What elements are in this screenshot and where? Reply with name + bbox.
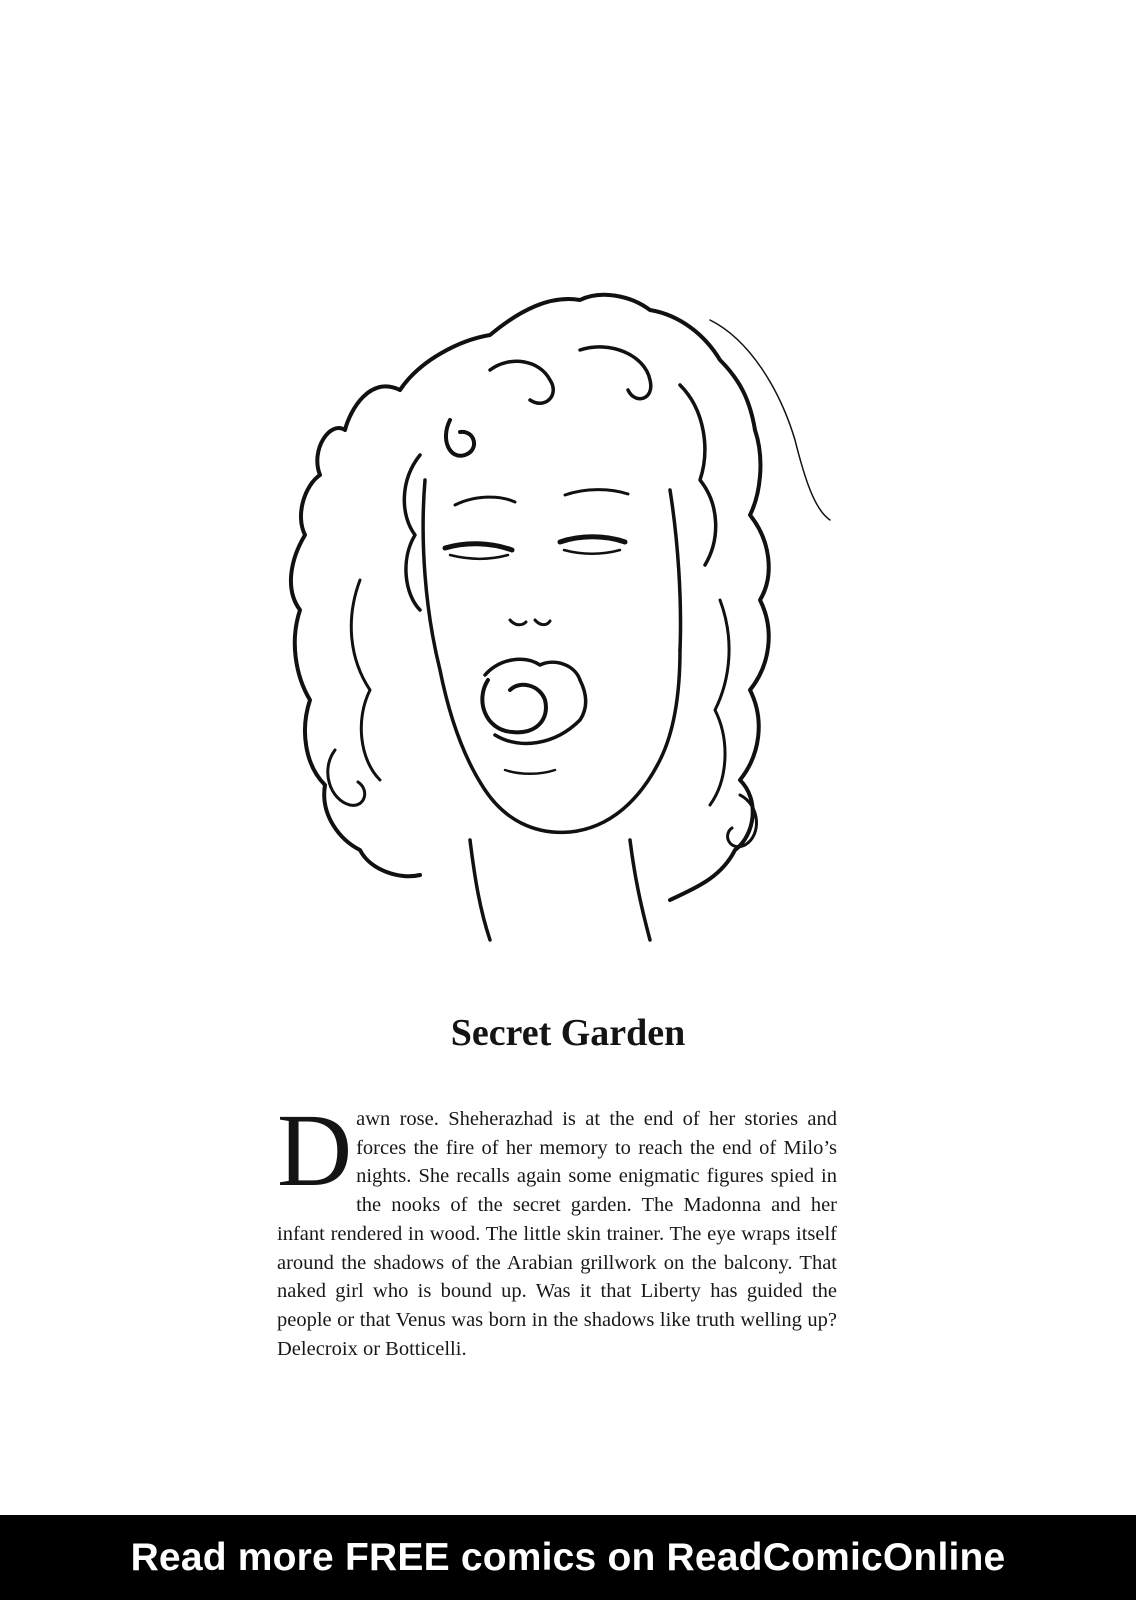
- hair-curl-5: [680, 385, 716, 565]
- left-eye: [445, 544, 512, 550]
- footer-banner-text[interactable]: Read more FREE comics on ReadComicOnline: [130, 1535, 1006, 1579]
- story-body: [277, 1093, 837, 1363]
- hair-curl-1: [446, 420, 474, 456]
- left-brow: [455, 497, 515, 505]
- story-text: awn rose. Sheherazhad is at the end of her stories and forces the fire of her memory to reach the end of Milo’s nights. She recalls again some enigmatic figures spied in the nooks of the secret garden. The Madonna and her infant rendered in wood. The little skin trainer. The eye wraps itself around the shadows of the Arabian grillwork on the balcony. That naked girl who is bound up. Was it that Liberty has guided the people or that Venus was born in the shadows like truth welling up? Delecroix or Botticelli.: [277, 1108, 837, 1360]
- neck-right: [630, 840, 650, 940]
- hair-strand-7: [710, 600, 729, 805]
- story-title: Secret Garden: [450, 1012, 686, 1054]
- chin-line: [505, 770, 555, 774]
- hair-top: [400, 295, 755, 430]
- hair-curl-2: [490, 361, 553, 403]
- neck-left: [470, 840, 490, 940]
- ink-portrait-illustration: [250, 280, 880, 980]
- tongue: [482, 680, 546, 732]
- right-eye: [560, 537, 625, 542]
- hair-strand-6: [351, 580, 380, 780]
- hair-curl-4: [404, 455, 420, 610]
- mouth-upper: [485, 659, 580, 680]
- footer-banner[interactable]: [0, 1515, 1136, 1600]
- face-left-edge: [423, 480, 485, 790]
- hair-curl-3: [580, 347, 651, 399]
- hair-strand-back: [710, 320, 830, 520]
- nose: [510, 620, 550, 625]
- hair-outline-right: [670, 430, 769, 900]
- right-brow: [565, 490, 628, 495]
- portrait-drawing: [250, 280, 880, 980]
- left-eye-lid: [450, 555, 508, 559]
- hair-outline-left: [291, 386, 420, 876]
- face-right-edge: [670, 490, 681, 650]
- drop-cap: D: [277, 1093, 353, 1208]
- right-eye-lid: [564, 550, 620, 554]
- hair-curl-8: [328, 750, 365, 805]
